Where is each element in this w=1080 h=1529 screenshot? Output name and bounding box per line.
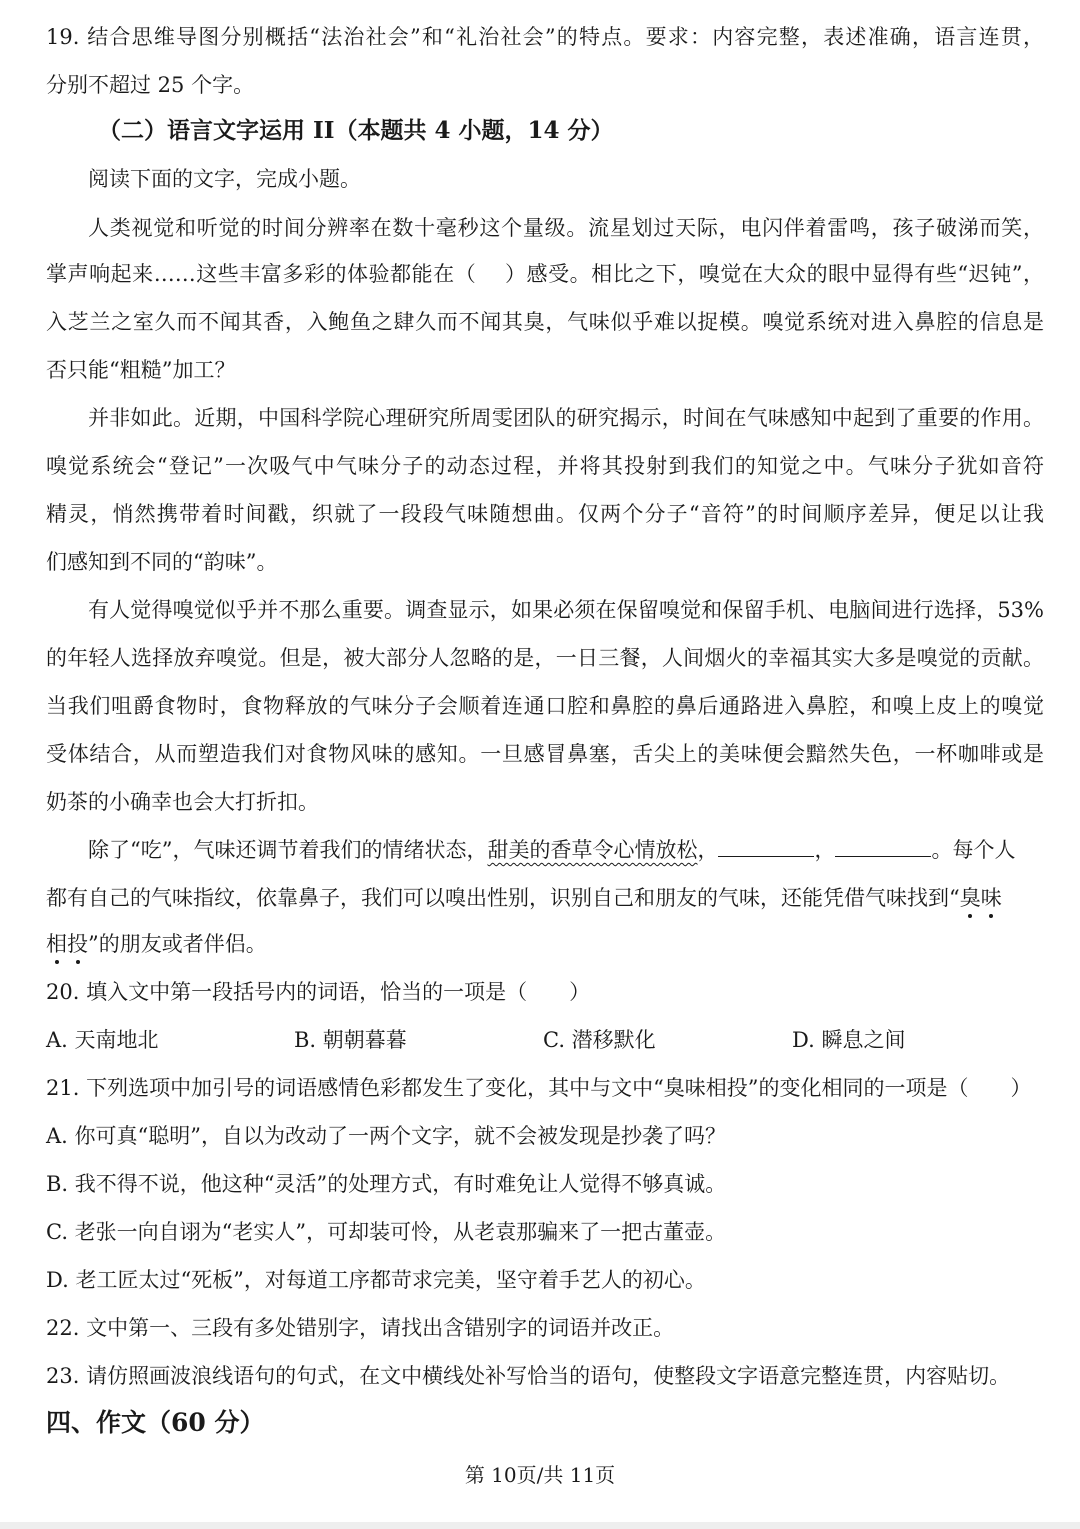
q23-stem: 23. 请仿照画波浪线语句的句式，在文中横线处补写恰当的语句，使整段文字语意完整连贯，内容贴切。 xyxy=(46,1364,1011,1388)
passage-p4-line-2 xyxy=(46,883,1044,913)
p4-prefix: 除了“吃”，气味还调节着我们的情绪状态， xyxy=(88,838,488,862)
p4-comma-2: ， xyxy=(814,838,836,862)
p4-comma-1: ， xyxy=(697,838,719,862)
p4-line2-prefix: 都有自己的气味指纹，依靠鼻子，我们可以嗅出性别，识别自己和朋友的气味，还能凭借气味找到“ xyxy=(46,886,960,910)
page-bottom-edge xyxy=(0,1522,1080,1529)
passage-p4-line-1 xyxy=(88,835,1044,865)
p4-line3-rest: ”的朋友或者伴侣。 xyxy=(88,932,267,956)
q19-line-2: 分别不超过 25 个字。 xyxy=(46,73,255,97)
fill-blank-1[interactable] xyxy=(718,836,814,857)
q21-option-a[interactable]: A. 你可真“聪明”，自以为改动了一两个文字，就不会被发现是抄袭了吗？ xyxy=(46,1124,726,1148)
section4-heading: 四、作文（60 分） xyxy=(46,1408,265,1437)
p4-after: 。每个人 xyxy=(931,838,1016,862)
passage-p1-line-4: 否只能“粗糙”加工？ xyxy=(46,358,236,382)
passage-p1-line-2: 掌声响起来……这些丰富多彩的体验都能在（ ）感受。相比之下，嗅觉在大众的眼中显得有些“迟钝”， xyxy=(46,262,1044,286)
passage-p3-line-1: 有人觉得嗅觉似乎并不那么重要。调查显示，如果必须在保留嗅觉和保留手机、电脑间进行选择，53% xyxy=(88,598,1044,622)
passage-p3-line-5: 奶茶的小确幸也会大打折扣。 xyxy=(46,790,319,814)
passage-p3-line-3: 当我们咀爵食物时，食物释放的气味分子会顺着连通口腔和鼻腔的鼻后通路进入鼻腔，和嗅上皮上的嗅觉 xyxy=(46,694,1044,718)
q20-option-b[interactable]: B. 朝朝暮暮 xyxy=(294,1028,407,1052)
q21-option-b[interactable]: B. 我不得不说，他这种“灵活”的处理方式，有时难免让人觉得不够真诚。 xyxy=(46,1172,727,1196)
dotted-char: 臭 xyxy=(959,886,981,910)
passage-p2-line-3: 精灵，悄然携带着时间戳，织就了一段段气味随想曲。仅两个分子“音符”的时间顺序差异，便足以让我 xyxy=(46,502,1044,526)
passage-p2-line-2: 嗅觉系统会“登记”一次吸气中气味分子的动态过程，并将其投射到我们的知觉之中。气味分子犹如音符 xyxy=(46,454,1044,478)
q20-option-a[interactable]: A. 天南地北 xyxy=(46,1028,159,1052)
dotted-char: 相 xyxy=(46,932,67,956)
passage-p2-line-1: 并非如此。近期，中国科学院心理研究所周雯团队的研究揭示，时间在气味感知中起到了重要的作用。 xyxy=(88,406,1044,430)
wavy-underlined-sentence: 甜美的香草令心情放松 xyxy=(487,838,698,862)
q20-option-c[interactable]: C. 潜移默化 xyxy=(543,1028,656,1052)
q21-option-d[interactable]: D. 老工匠太过“死板”，对每道工序都苛求完美，坚守着手艺人的初心。 xyxy=(46,1268,706,1292)
q19-line-1: 19. 结合思维导图分别概括“法治社会”和“礼治社会”的特点。要求：内容完整，表述准确，语言连贯， xyxy=(46,25,1044,49)
passage-p1-line-3: 入芝兰之室久而不闻其香，入鲍鱼之肆久而不闻其臭，气味似乎难以捉模。嗅觉系统对进入鼻腔的信息是 xyxy=(46,310,1044,334)
reading-instruction: 阅读下面的文字，完成小题。 xyxy=(88,167,361,191)
q21-option-c[interactable]: C. 老张一向自诩为“老实人”，可却装可怜，从老袁那骗来了一把古董壶。 xyxy=(46,1220,727,1244)
passage-p2-line-4: 们感知到不同的“韵味”。 xyxy=(46,550,278,574)
q20-stem: 20. 填入文中第一段括号内的词语，恰当的一项是（ ） xyxy=(46,980,591,1004)
passage-p1-line-1: 人类视觉和听觉的时间分辨率在数十毫秒这个量级。流星划过天际，电闪伴着雷鸣，孩子破涕而笑， xyxy=(88,216,1044,240)
fill-blank-2[interactable] xyxy=(835,836,931,857)
passage-p3-line-4: 受体结合，从而塑造我们对食物风味的感知。一旦感冒鼻塞，舌尖上的美味便会黯然失色，一杯咖啡或是 xyxy=(46,742,1044,766)
passage-p4-line-3 xyxy=(46,929,1044,959)
dotted-char: 投 xyxy=(67,932,88,956)
page-number: 第 10页/共 11页 xyxy=(464,1463,616,1487)
q20-option-d[interactable]: D. 瞬息之间 xyxy=(792,1028,906,1052)
passage-p3-line-2: 的年轻人选择放弃嗅觉。但是，被大部分人忽略的是，一日三餐，人间烟火的幸福其实大多是嗅觉的贡献。 xyxy=(46,646,1044,670)
section2-heading: （二）语言文字运用 II（本题共 4 小题，14 分） xyxy=(98,117,614,144)
dotted-char: 味 xyxy=(980,886,1002,910)
q21-stem: 21. 下列选项中加引号的词语感情色彩都发生了变化，其中与文中“臭味相投”的变化相同的一项是（ ） xyxy=(46,1076,1032,1100)
q22-stem: 22. 文中第一、三段有多处错别字，请找出含错别字的词语并改正。 xyxy=(46,1316,675,1340)
